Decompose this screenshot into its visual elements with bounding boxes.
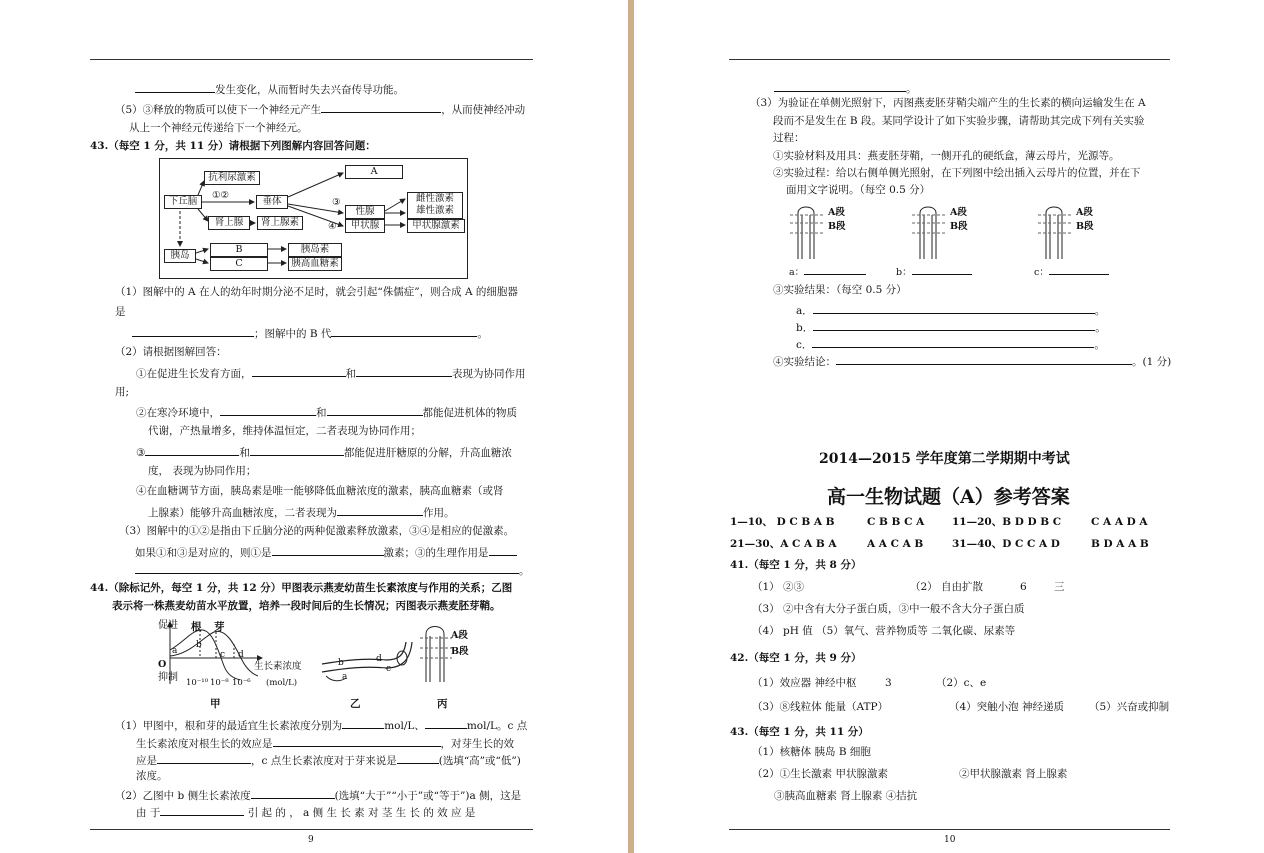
- mc-answers-11-20: 11—20、B D D B C: [952, 516, 1062, 528]
- estrogen-label: 雌性激素: [415, 193, 454, 204]
- a41-3: （3） ②中含有大分子蛋白质，③中一般不含大分子蛋白质: [752, 603, 1025, 615]
- fig44-tick-1: 10⁻¹⁰: [186, 678, 209, 688]
- fig44-x-label: 生长素浓度: [254, 661, 302, 672]
- mc-answers-21-30: 21—30、A C A B A: [730, 538, 837, 550]
- box-islet: 胰岛: [164, 249, 196, 263]
- fig44-point-b: b: [196, 640, 202, 650]
- label-12: ①②: [212, 190, 230, 201]
- q43-1: （1）图解中的 A 在人的幼年时期分泌不足时，就会引起“侏儒症”，则合成 A 的细胞器: [115, 286, 518, 298]
- exp-label-a: a：: [789, 263, 866, 280]
- exp-label-b: b：: [896, 263, 972, 280]
- a42-heading: 42.（每空 1 分，共 9 分）: [730, 652, 862, 664]
- androgen-label: 雄性激素: [415, 205, 454, 216]
- fig44-origin: O: [158, 659, 167, 670]
- box-thyroid: 甲状腺: [345, 219, 385, 233]
- q44-3-cont: 段而不是发生在 B 段。某同学设计了如下实验步骤，请帮助其完成下列有关实验: [773, 115, 1145, 127]
- fig44-B-segment: B段: [451, 646, 469, 657]
- a41-4: （4） pH 值 （5）氧气、营养物质等 二氧化碳、尿素等: [752, 625, 1016, 637]
- fig44-point-c: c: [220, 650, 226, 660]
- exp-c-A-segment: A段: [1076, 207, 1093, 218]
- mc-answers-16-20: C A A D A: [1091, 516, 1148, 528]
- a43-1: （1）核糖体 胰岛 B 细胞: [752, 746, 871, 758]
- q44-3-step3: ③实验结果：（每空 0.5 分）: [773, 284, 907, 296]
- fig44-point-d: d: [238, 650, 244, 660]
- mc-answers-31-40: 31—40、D C C A D: [952, 538, 1060, 550]
- q44-3-step1: ①实验材料及用具：燕麦胚芽鞘，一侧开孔的硬纸盒，薄云母片，光源等。: [773, 150, 1120, 162]
- a41-2-value2: 三: [1054, 581, 1065, 593]
- q42-part5-cont: 从上一个神经元传递给下一个神经元。: [129, 122, 308, 134]
- seedling-stem: [322, 642, 406, 664]
- answer-subtitle: 高一生物试题（A）参考答案: [827, 486, 1070, 508]
- q44-3-cont2: 过程：: [773, 132, 805, 144]
- a42-1: （1）效应器 神经中枢: [752, 677, 857, 689]
- box-thyroxine: 甲状腺激素: [407, 219, 465, 233]
- label-3: ③: [332, 197, 341, 208]
- fig44-seedling-a: a: [342, 672, 348, 682]
- q43-2-4: ④在血糖调节方面，胰岛素是唯一能够降低血糖浓度的激素，胰高血糖素（或肾: [136, 485, 504, 497]
- q42-part5: （5）③释放的物质可以使下一个神经元产生 ，从而使神经冲动: [115, 101, 525, 117]
- fig44-bud-label: 芽: [214, 621, 225, 633]
- box-insulin: 胰岛素: [288, 243, 342, 257]
- coleoptile-a: [790, 207, 824, 259]
- q43-1-cont: 是: [115, 306, 126, 318]
- exp-a-B-segment: B段: [828, 221, 846, 232]
- fig44-inhibit-label: 抑制: [158, 672, 178, 683]
- a41-1: （1） ②③: [752, 581, 805, 593]
- exp-b-B-segment: B段: [950, 221, 968, 232]
- q43-2-2: ②在寒冷环境中， 和 都能促进机体的物质: [136, 404, 517, 420]
- exp-a-A-segment: A段: [828, 207, 845, 218]
- a42-1-value: 3: [885, 677, 892, 689]
- q44-1-end: 浓度。: [136, 770, 168, 782]
- a41-heading: 41.（每空 1 分，共 8 分）: [730, 559, 862, 571]
- fig44-caption-jia: 甲: [210, 698, 221, 710]
- fig44-point-a: a: [172, 646, 178, 656]
- q44-3: （3）为验证在单侧光照射下，丙图燕麦胚芽鞘尖端产生的生长素的横向运输发生在 A: [750, 97, 1146, 109]
- box-pituitary: 垂体: [256, 195, 288, 209]
- mc-answers-6-10: C B B C A: [867, 516, 925, 528]
- q43-3-end: 。: [135, 562, 530, 578]
- q42-continuation: 发生变化，从而暂时失去兴奋传导功能。: [135, 81, 404, 97]
- coleoptile: [426, 627, 444, 683]
- a43-2-b: ②甲状腺激素 肾上腺素: [959, 768, 1068, 780]
- right-page: [634, 0, 1264, 853]
- fig44-seedling-b: b: [338, 658, 344, 668]
- a43-2-c: ③胰高血糖素 肾上腺素 ④拮抗: [774, 790, 918, 802]
- hormone-diagram: [159, 158, 468, 279]
- mc-answers-26-30: A A C A B: [867, 538, 924, 550]
- q43-1-blanks: ；图解中的 B 代 。: [132, 325, 488, 341]
- fig44-caption-yi: 乙: [350, 698, 361, 710]
- result-a: a． 。: [796, 302, 1105, 318]
- box-gonad: 性腺: [345, 205, 385, 219]
- fig44-caption-bing: 丙: [437, 698, 448, 710]
- q44-3-step2: ②实验过程：给以右侧单侧光照射，在下列图中绘出插入云母片的位置，并在下: [773, 167, 1141, 179]
- q43-2-1: ①在促进生长发育方面， 和 表现为协同作用: [136, 365, 526, 381]
- coleoptile-b: [912, 207, 946, 259]
- q44-1-cont2: 应是 ，c 点生长素浓度对于芽来说是 (选填“高”或“低”): [136, 752, 521, 768]
- q44-heading-cont: 表示将一株燕麦幼苗水平放置，培养一段时间后的生长情况；丙图表示燕麦胚芽鞘。: [112, 600, 501, 612]
- q44-1-cont: 生长素浓度对根生长的效应是 ，对芽生长的效: [136, 735, 514, 751]
- header-rule: [90, 59, 533, 60]
- fig44-promote-label: 促进: [158, 620, 178, 631]
- exp-c-B-segment: B段: [1076, 221, 1094, 232]
- box-antidiuretic: 抗利尿激素: [204, 171, 260, 185]
- q43-3: （3）图解中的①②是指由下丘脑分泌的两种促激素释放激素，③④是相应的促激素。: [119, 525, 515, 537]
- fig44-tick-2: 10⁻⁸: [210, 678, 229, 688]
- footer-rule: [90, 829, 533, 830]
- q44-heading: 44.（除标记外，每空 1 分，共 12 分）甲图表示燕麦幼苗生长素浓度与作用的关系；乙图: [90, 582, 513, 594]
- box-A: A: [345, 165, 403, 179]
- result-b: b． 。: [796, 319, 1106, 335]
- footer-rule: [729, 829, 1170, 830]
- a42-4: （4）突触小泡 神经递质: [949, 701, 1065, 713]
- q43-2-2-cont: 代谢，产热量增多，维持体温恒定，二者表现为协同作用；: [148, 425, 421, 437]
- box-glucagon: 胰高血糖素: [288, 257, 342, 271]
- a43-heading: 43.（每空 1 分，共 11 分）: [730, 726, 869, 738]
- header-rule: [729, 59, 1170, 60]
- q43-2-3-cont: 度， 表现为协同作用；: [148, 465, 257, 477]
- result-c: c． 。: [796, 336, 1105, 352]
- page-number: 9: [308, 835, 314, 845]
- a43-2: （2）①生长激素 甲状腺激素: [752, 768, 889, 780]
- box-sex-hormones: [407, 192, 463, 219]
- q44-1: （1）甲图中，根和芽的最适宜生长素浓度分别为 mol/L、 mol/L。c 点: [115, 717, 527, 733]
- q43-3-cont: 如果①和③是对应的，则①是 激素；③的生理作用是: [135, 544, 517, 560]
- q43-2: （2）请根据图解回答：: [115, 346, 227, 358]
- a42-3: （3）⑧线粒体 能量（ATP）: [752, 701, 889, 713]
- mc-answers-1-10: 1—10、 D C B A B: [730, 516, 835, 528]
- answer-title: 2014—2015 学年度第二学期期中考试: [819, 451, 1070, 467]
- q43-2-4-cont: 上腺素）能够升高血糖浓度，二者表现为 作用。: [148, 504, 455, 520]
- a41-2-value: 6: [1020, 581, 1027, 593]
- q43-heading: 43.（每空 1 分，共 11 分）请根据下列图解内容回答问题：: [90, 140, 376, 152]
- coleoptile-c: [1038, 207, 1072, 259]
- exp-label-c: c：: [1034, 263, 1109, 280]
- box-C: C: [210, 257, 268, 271]
- box-adrenaline: 肾上腺素: [257, 216, 303, 230]
- q44-2: （2）乙图中 b 侧生长素浓度 (选填“大于”“小于”或“等于”)a 侧，这是: [115, 787, 521, 803]
- mc-answers-36-40: B D A A B: [1091, 538, 1149, 550]
- label-4: ④: [328, 221, 337, 232]
- box-B: B: [210, 243, 268, 257]
- bud-curve: [170, 631, 258, 676]
- page-number: 10: [944, 835, 956, 845]
- fig44-seedling-c: c: [386, 664, 392, 674]
- exp-b-A-segment: A段: [950, 207, 967, 218]
- q44-3-step2-cont: 面用文字说明。（每空 0.5 分）: [786, 184, 931, 196]
- a42-5: （5）兴奋或抑制: [1089, 701, 1170, 713]
- fig44-tick-3: 10⁻⁶: [232, 678, 251, 688]
- q44-continuation: 。: [774, 80, 917, 96]
- left-page: [0, 0, 628, 853]
- fig44-A-segment: A段: [451, 630, 468, 641]
- fig44-root-label: 根: [191, 621, 202, 633]
- fig44-seedling-d: d: [376, 654, 382, 664]
- q43-2-1-cont: 用;: [115, 386, 130, 398]
- a42-2: （2）c、e: [936, 677, 987, 689]
- q44-3-step4: ④实验结论： 。(1 分): [773, 353, 1171, 369]
- q43-2-3: ③ 和 都能促进肝糖原的分解，升高血糖浓: [136, 444, 512, 460]
- a41-2: （2） 自由扩散: [910, 581, 984, 593]
- fig44-unit: (mol/L): [266, 678, 298, 688]
- box-adrenal: 肾上腺: [208, 216, 250, 230]
- q44-2-cont: 由 于 引 起 的 ， a 侧 生 长 素 对 茎 生 长 的 效 应 是: [136, 804, 475, 820]
- box-hypothalamus: 下丘脑: [164, 195, 202, 209]
